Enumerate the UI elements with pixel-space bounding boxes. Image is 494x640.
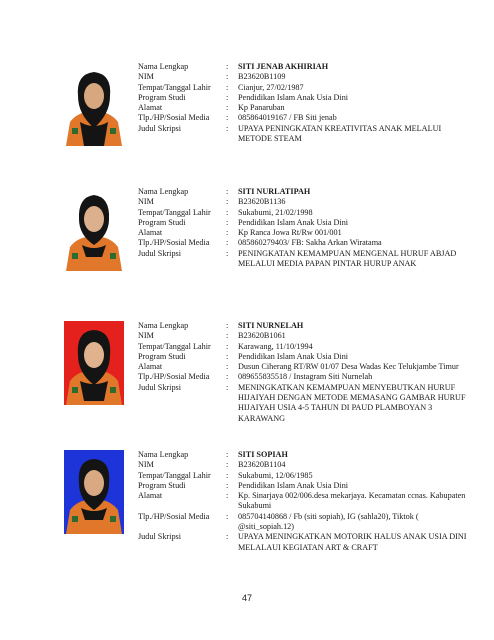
label-prodi: Program Studi: [138, 480, 186, 490]
label-kontak: Tlp./HP/Sosial Media: [138, 511, 210, 521]
student-alamat: Kp Ranca Jowa Rt/Rw 001/001: [238, 228, 342, 238]
student-alamat: Kp Panaruban: [238, 103, 285, 113]
student-photo: [64, 62, 124, 146]
label-nama: Nama Lengkap: [138, 450, 189, 459]
student-ttl: Karawang, 11/10/1994: [238, 341, 313, 351]
student-skripsi: MENINGKATKAN KEMAMPUAN MENYEBUTKAN HURUF HIJAIYAH DENGAN METODE MEMASANG GAMBAR HURUF HIJAIYAH USIA 4-5 TAHUN DI PAUD PLAMBOYAN 3 KARAWANG: [238, 382, 466, 423]
label-skripsi: Judul Skripsi: [138, 248, 181, 258]
label-nama: Nama Lengkap: [138, 321, 189, 330]
label-alamat: Alamat: [138, 228, 163, 238]
student-ttl: Cianjur, 27/02/1987: [238, 82, 304, 92]
page-number: 47: [241, 593, 252, 603]
student-name: SITI SOPIAH: [238, 450, 288, 459]
student-kontak: 089655835518 / Instagram Siti Nurnelah: [238, 372, 373, 382]
student-nim: B23620B1136: [238, 197, 286, 207]
student-photo: [64, 321, 124, 405]
student-name: SITI NURLATIPAH: [238, 187, 311, 196]
student-prodi: Pendidikan Islam Anak Usia Dini: [238, 351, 349, 361]
label-ttl: Tempat/Tanggal Lahir: [138, 470, 211, 480]
student-info: Nama Lengkap : SITI NURNELAH NIM : B23620B1061 Tempat/Tanggal Lahir : Karawang, 11/10/1994 Program Studi : Pendidikan Islam Anak Usia Dini Alamat : Dusun Ciherang RT/RW 01/07 Desa Wadas Kec Telukjambe Timur Tlp./HP/Sosial Media : 089655835518 / Instagram Siti Nurnelah Judul Skripsi : MENINGKATKAN KEMAMPUAN MENYEBUTKAN HURUF HIJAIYAH DENGAN METODE MEMASANG GAMBAR HURUF HIJAIYAH USIA 4-5 TAHUN DI PAUD PLAMBOYAN 3 KARAWANG: [138, 321, 468, 424]
label-skripsi: Judul Skripsi: [138, 532, 181, 542]
label-kontak: Tlp./HP/Sosial Media: [138, 113, 210, 123]
label-nim: NIM: [138, 72, 154, 82]
student-photo: [64, 450, 124, 534]
label-skripsi: Judul Skripsi: [138, 123, 181, 133]
label-nama: Nama Lengkap: [138, 187, 189, 196]
label-kontak: Tlp./HP/Sosial Media: [138, 238, 210, 248]
label-ttl: Tempat/Tanggal Lahir: [138, 82, 211, 92]
student-info: Nama Lengkap : SITI SOPIAH NIM : B23620B1104 Tempat/Tanggal Lahir : Sukabumi, 12/06/1985 Program Studi : Pendidikan Islam Anak Usia Dini Alamat : Kp. Sinarjaya 002/006.desa mekarjaya. Kecamatan ccnas. Kabupaten Sukabumi Tlp./HP/Sosial Media : 085704140868 / Fb (siti sopiah), IG (sahla20), Tiktok ( @siti_sopiah.12) Judul Skripsi : UPAYA MENINGKATKAN MOTORIK HALUS ANAK USIA DINI MELALAUI KEGIATAN ART & CRAFT: [138, 450, 467, 552]
label-alamat: Alamat: [138, 491, 163, 501]
student-nim: B23620B1109: [238, 72, 286, 82]
label-nama: Nama Lengkap: [138, 62, 189, 71]
student-kontak: 085864019167 / FB Siti jenab: [238, 113, 337, 123]
student-name: SITI JENAB AKHIRIAH: [238, 62, 329, 71]
student-nim: B23620B1104: [238, 460, 286, 470]
label-nim: NIM: [138, 197, 154, 207]
student-prodi: Pendidikan Islam Anak Usia Dini: [238, 217, 349, 227]
label-alamat: Alamat: [138, 362, 163, 372]
label-ttl: Tempat/Tanggal Lahir: [138, 207, 211, 217]
label-nim: NIM: [138, 460, 154, 470]
student-skripsi: UPAYA PENINGKATAN KREATIVITAS ANAK MELALUI METODE STEAM: [238, 123, 442, 144]
student-alamat: Dusun Ciherang RT/RW 01/07 Desa Wadas Kec Telukjambe Timur: [238, 362, 459, 372]
label-ttl: Tempat/Tanggal Lahir: [138, 341, 211, 351]
student-prodi: Pendidikan Islam Anak Usia Dini: [238, 92, 349, 102]
student-info: Nama Lengkap : SITI JENAB AKHIRIAH NIM : B23620B1109 Tempat/Tanggal Lahir : Cianjur, 27/02/1987 Program Studi : Pendidikan Islam Anak Usia Dini Alamat : Kp Panaruban Tlp./HP/Sosial Media : 085864019167 / FB Siti jenab Judul Skripsi : UPAYA PENINGKATAN KREATIVITAS ANAK MELALUI METODE STEAM: [138, 62, 468, 144]
label-alamat: Alamat: [138, 103, 163, 113]
label-kontak: Tlp./HP/Sosial Media: [138, 372, 210, 382]
student-kontak: 085860279403/ FB: Sakha Arkan Wiratama: [238, 238, 382, 248]
student-skripsi: PENINGKATAN KEMAMPUAN MENGENAL HURUF ABJAD MELALUI MEDIA PAPAN PINTAR HURUP ANAK: [238, 248, 457, 269]
label-prodi: Program Studi: [138, 217, 186, 227]
label-skripsi: Judul Skripsi: [138, 382, 181, 392]
student-ttl: Sukabumi, 12/06/1985: [238, 470, 313, 480]
label-prodi: Program Studi: [138, 351, 186, 361]
student-nim: B23620B1061: [238, 331, 286, 341]
student-alamat: Kp. Sinarjaya 002/006.desa mekarjaya. Kecamatan ccnas. Kabupaten Sukabumi: [238, 491, 466, 511]
student-name: SITI NURNELAH: [238, 321, 304, 330]
label-nim: NIM: [138, 331, 154, 341]
student-photo: [64, 187, 124, 271]
student-skripsi: UPAYA MENINGKATKAN MOTORIK HALUS ANAK USIA DINI MELALAUI KEGIATAN ART & CRAFT: [238, 532, 467, 552]
student-prodi: Pendidikan Islam Anak Usia Dini: [238, 480, 349, 490]
student-ttl: Sukabumi, 21/02/1998: [238, 207, 313, 217]
student-kontak: 085704140868 / Fb (siti sopiah), IG (sahla20), Tiktok ( @siti_sopiah.12): [238, 511, 419, 532]
label-prodi: Program Studi: [138, 92, 186, 102]
student-info: Nama Lengkap : SITI NURLATIPAH NIM : B23620B1136 Tempat/Tanggal Lahir : Sukabumi, 21/02/1998 Program Studi : Pendidikan Islam Anak Usia Dini Alamat : Kp Ranca Jowa Rt/Rw 001/001 Tlp./HP/Sosial Media : 085860279403/ FB: Sakha Arkan Wiratama Judul Skripsi : PENINGKATAN KEMAMPUAN MENGENAL HURUF ABJAD MELALUI MEDIA PAPAN PINTAR HURUP ANAK: [138, 187, 468, 269]
